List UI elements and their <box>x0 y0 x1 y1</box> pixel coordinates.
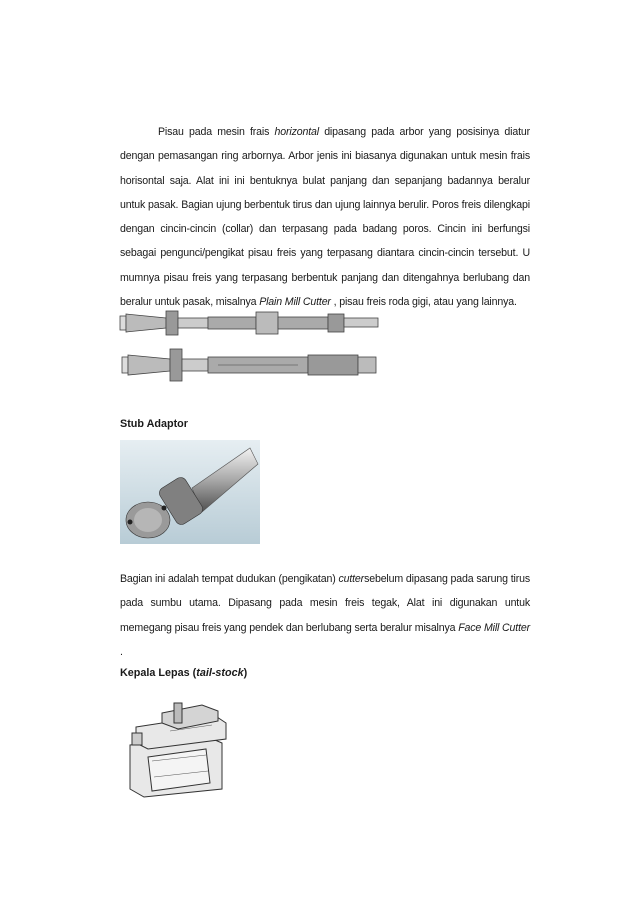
heading-prefix: Kepala Lepas ( <box>120 667 197 679</box>
arbor-figure <box>118 305 383 400</box>
text-segment: . <box>120 645 123 658</box>
italic-term: Face Mill Cutter <box>458 621 530 634</box>
heading-italic: tail-stock <box>196 667 244 679</box>
heading-suffix: ) <box>243 667 248 679</box>
stub-adaptor-image <box>120 440 260 544</box>
heading-tail-stock <box>120 667 247 679</box>
text-segment: dipasang pada arbor yang posisinya diatur dengan pemasangan ring arbornya. Arbor jenis ini biasanya digunakan untuk mesin frais horisontal saja. Alat ini ini bentuknya bulat panjang dan sepanjang badannya beralur untuk pasak. Bagian ujung berbentuk tirus dan ujung lainnya berulir. Poros freis dilengkapi dengan cincin-cincin (collar) dan terpasang pada badang poros. Cincin ini berfungsi sebagai pengunci/pengikat pisau freis yang terpasang diantara cincin-cincin tersebut. U mumnya pisau freis yang terpasang berbentuk panjang dan ditengahnya berlubang dan beralur untuk pasak, misalnya <box>120 126 530 309</box>
arbor-bottom <box>122 349 376 381</box>
heading-stub-adaptor: Stub Adaptor <box>120 418 188 430</box>
text-segment: sebelum dipasang pada sarung tirus pada sumbu utama. Dipasang pada mesin freis tegak, Alat ini digunakan untuk memegang pisau freis yang pendek dan berlubang serta beralur misalnya <box>120 573 530 634</box>
italic-term: horizontal <box>274 126 319 138</box>
italic-term: Plain Mill Cutter <box>259 296 331 309</box>
text-segment: , pisau freis roda gigi, atau yang lainnya. <box>330 296 517 309</box>
tail-stock-image <box>122 697 240 802</box>
text-segment: Pisau pada mesin frais <box>158 126 275 138</box>
paragraph-stub <box>120 567 530 664</box>
text-segment: Bagian ini adalah tempat dudukan (pengikatan) <box>120 573 339 585</box>
paragraph-arbor <box>120 120 530 314</box>
italic-term: cutter <box>338 573 365 585</box>
arbor-top <box>120 311 378 335</box>
